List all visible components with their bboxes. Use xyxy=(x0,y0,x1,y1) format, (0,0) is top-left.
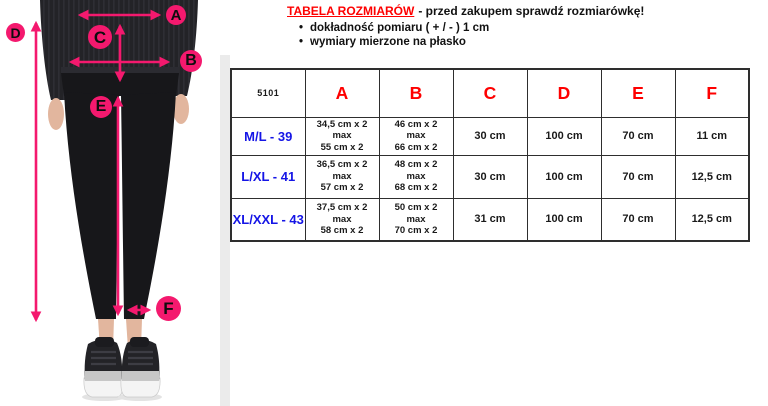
cell-line: max xyxy=(406,213,426,225)
size-cell-c: 31 cm xyxy=(453,198,527,241)
model-photo xyxy=(0,0,230,406)
size-cell-a xyxy=(305,198,379,241)
size-table xyxy=(230,68,750,242)
size-cell-f: 12,5 cm xyxy=(675,198,749,241)
size-cell-a xyxy=(305,117,379,155)
cell-line: max xyxy=(332,130,352,142)
cell-line: 48 cm x 2 xyxy=(394,159,438,171)
cell-line: 68 cm x 2 xyxy=(394,182,438,194)
size-cell-d: 100 cm xyxy=(527,117,601,155)
cell-line: 55 cm x 2 xyxy=(320,141,364,153)
size-cell-d: 100 cm xyxy=(527,155,601,198)
cell-line: 58 cm x 2 xyxy=(320,225,364,236)
measurement-notes-list xyxy=(299,21,489,49)
size-cell-e: 70 cm xyxy=(601,117,675,155)
marker-badge-f: F xyxy=(156,296,181,321)
col-header-f: F xyxy=(675,69,749,117)
cell-line: 70 cm x 2 xyxy=(394,225,438,236)
size-cell-d: 100 cm xyxy=(527,198,601,241)
cell-line: 36,5 cm x 2 xyxy=(316,159,368,171)
cell-line: 46 cm x 2 xyxy=(394,118,438,130)
col-header-d: D xyxy=(527,69,601,117)
cell-line: max xyxy=(332,170,352,182)
table-header-row xyxy=(231,69,749,117)
marker-badge-d: D xyxy=(6,23,25,42)
size-cell-e: 70 cm xyxy=(601,198,675,241)
table-row xyxy=(231,155,749,198)
note-item: • dokładność pomiaru ( + / - ) 1 cm xyxy=(299,21,489,35)
product-code: 5101 xyxy=(231,69,305,117)
table-row xyxy=(231,198,749,241)
cell-line: max xyxy=(332,213,352,225)
cell-line: 37,5 cm x 2 xyxy=(316,202,368,213)
col-header-e: E xyxy=(601,69,675,117)
col-header-a: A xyxy=(305,69,379,117)
size-cell-f: 11 cm xyxy=(675,117,749,155)
marker-badge-e: E xyxy=(90,96,112,118)
cell-line: max xyxy=(406,130,426,142)
size-cell-a xyxy=(305,155,379,198)
size-cell-e: 70 cm xyxy=(601,155,675,198)
size-row-label: XL/XXL - 43 xyxy=(231,198,305,241)
cell-line: max xyxy=(406,170,426,182)
size-cell-f: 12,5 cm xyxy=(675,155,749,198)
note-item: • wymiary mierzone na płasko xyxy=(299,35,489,49)
marker-badge-c: C xyxy=(88,25,112,49)
photo-edge-shade xyxy=(220,55,230,406)
size-chart-subtitle: - przed zakupem sprawdź rozmiarówkę! xyxy=(418,4,645,18)
col-header-b: B xyxy=(379,69,453,117)
size-row-label: L/XL - 41 xyxy=(231,155,305,198)
size-cell-b xyxy=(379,155,453,198)
size-cell-c: 30 cm xyxy=(453,117,527,155)
col-header-c: C xyxy=(453,69,527,117)
size-chart-title: TABELA ROZMIARÓW xyxy=(287,4,415,18)
marker-badge-a: A xyxy=(166,5,186,25)
size-cell-b xyxy=(379,198,453,241)
table-row xyxy=(231,117,749,155)
cell-line: 66 cm x 2 xyxy=(394,141,438,153)
size-cell-b xyxy=(379,117,453,155)
left-hand xyxy=(48,98,64,130)
marker-badge-b: B xyxy=(180,50,202,72)
size-chart-heading xyxy=(287,4,762,18)
cell-line: 57 cm x 2 xyxy=(320,182,364,194)
cell-line: 34,5 cm x 2 xyxy=(316,118,368,130)
cell-line: 50 cm x 2 xyxy=(394,202,438,213)
size-row-label: M/L - 39 xyxy=(231,117,305,155)
size-cell-c: 30 cm xyxy=(453,155,527,198)
